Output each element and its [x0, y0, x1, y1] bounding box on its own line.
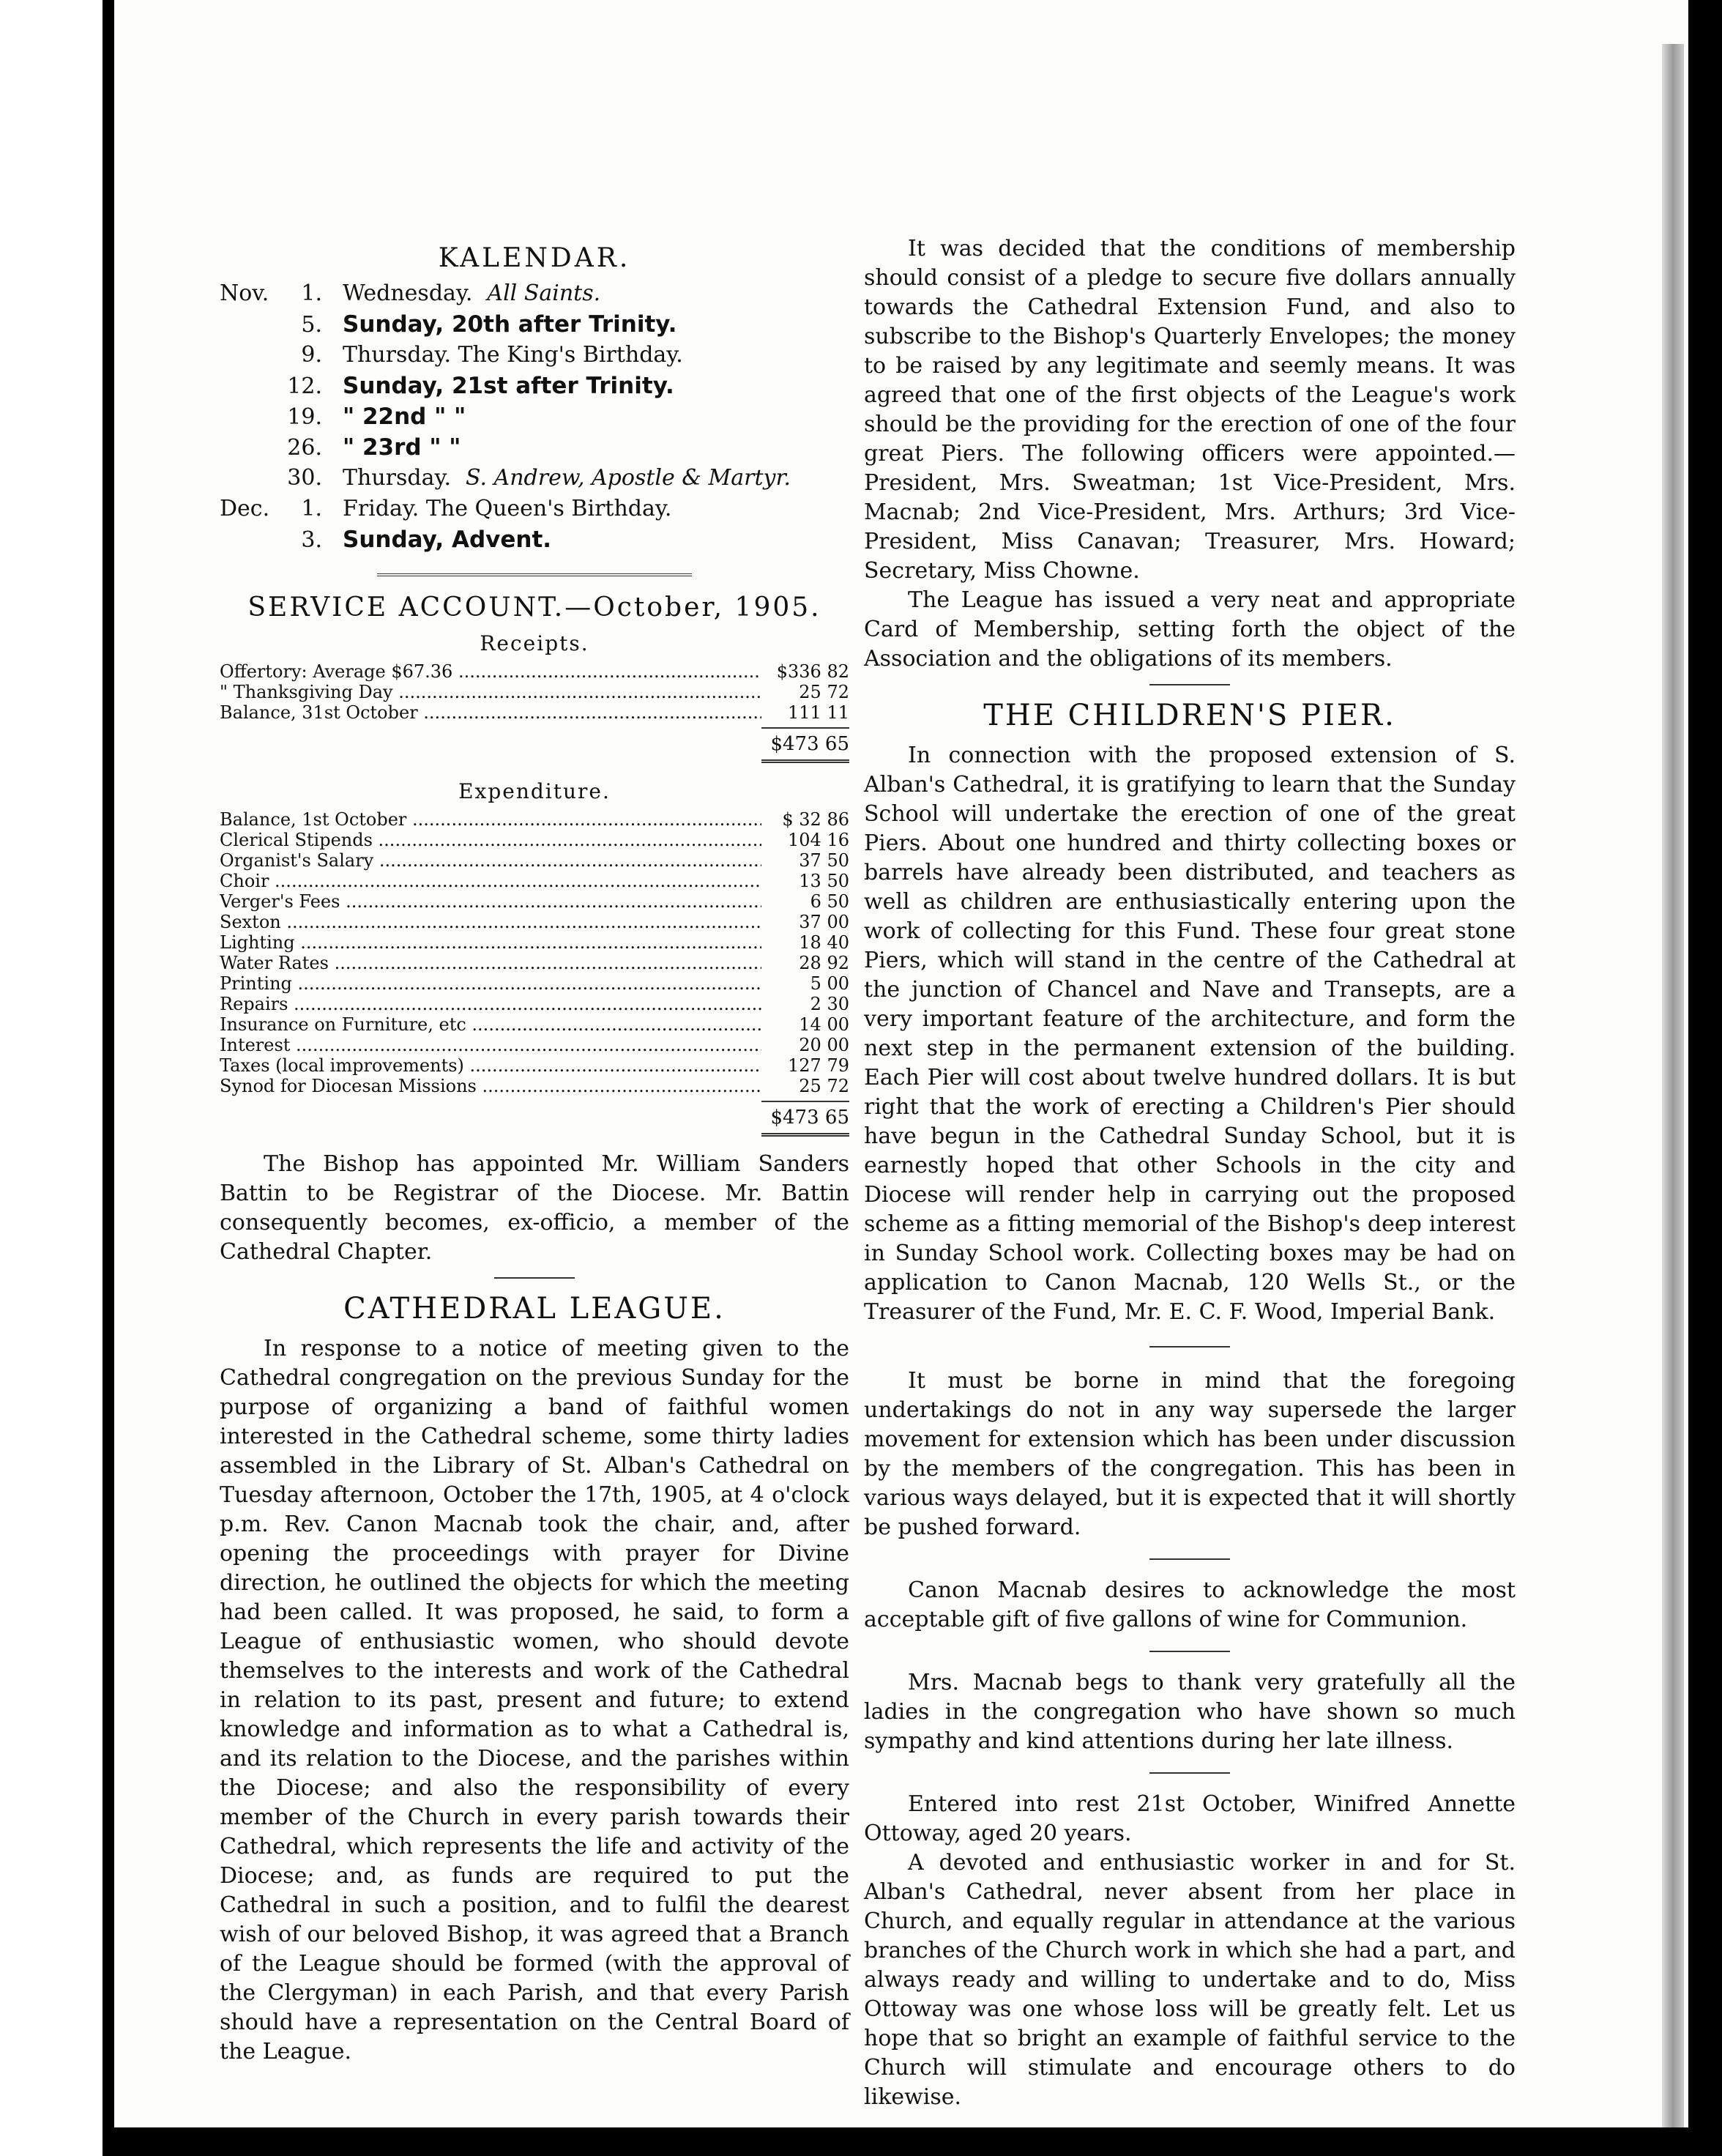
- kalendar-title: KALENDAR.: [438, 243, 631, 273]
- kalendar-entry: [343, 373, 689, 399]
- expenditure-total-row: [220, 1101, 849, 1129]
- kalendar-text: Sunday, Advent.: [343, 527, 552, 553]
- left-column: [220, 234, 849, 2067]
- membership-paragraph: It was decided that the conditions of membership should consist of a pledge to secure five dollars annually towards the Cathedral Extension Fund, and also to subscribe to the Bishop's Quarterly Envelopes; the money to be raised by any legitimate and seemly means. It was agreed that one of the first objects of the League's work should be the providing for the erection of one of the four great Piers. The following officers were appointed.—President, Mrs. Sweatman; 1st Vice-President, Mrs. Macnab; 2nd Vice-President, Mrs. Arthurs; 3rd Vice-President, Miss Canavan; Treasurer, Mrs. Howard; Secretary, Miss Chowne.: [864, 236, 1516, 584]
- kalendar-month: Nov.: [220, 280, 269, 306]
- kalendar-day: 1.: [301, 280, 322, 306]
- divider: [1149, 1772, 1230, 1774]
- receipts-total-row: [220, 727, 849, 755]
- account-amount: 14 00: [799, 1014, 849, 1035]
- expenditure-table: [220, 809, 849, 1096]
- account-label: Water Rates .....: [220, 953, 761, 973]
- account-label: " Thanksgiving Day .....: [220, 682, 761, 702]
- account-amount: $336 82: [776, 661, 849, 682]
- account-label: Insurance on Furniture, etc .....: [220, 1014, 761, 1035]
- account-row: [220, 682, 849, 702]
- thanks-paragraph: Mrs. Macnab begs to thank very gratefully all the ladies in the congregation who have shown so much sympathy and kind attentions during her late illness.: [864, 1670, 1516, 1754]
- kalendar-text: Thursday.: [343, 465, 451, 491]
- account-row: [220, 912, 849, 932]
- pier-paragraph: In connection with the proposed extension of S. Alban's Cathedral, it is gratifying to learn that the Sunday School will undertake the erection of one of the great Piers. About one hundred and thirty collecting boxes or barrels have already been distributed, and teachers as well as children are enthusiastically entering upon the work of collecting for this Fund. These four great stone Piers, which will stand in the centre of the Cathedral at the junction of Chancel and Nave and Transepts, are a very important feature of the architecture, and form the next step in the permanent extension of the building. Each Pier will cost about twelve hundred dollars. It is but right that the work of erecting a Children's Pier should have begun in the Cathedral Sunday School, but it is earnestly hoped that other Schools in the city and Diocese will render help in carrying out the proposed scheme as a fitting memorial of the Bishop's deep interest in Sunday School work. Collecting boxes may be had on application to Canon Macnab, 120 Wells St., or the Treasurer of the Fund, Mr. E. C. F. Wood, Imperial Bank.: [864, 743, 1516, 1325]
- kalendar-row: [220, 434, 849, 465]
- adjacent-page-strip: [0, 0, 102, 2156]
- kalendar-italic: S. Andrew, Apostle & Martyr.: [465, 465, 791, 491]
- account-label: Sexton .....: [220, 912, 761, 932]
- devoted-paragraph: A devoted and enthusiastic worker in and for St. Alban's Cathedral, never absent from her place in Church, and equally regular in attendance at the various branches of the Church work in which she had a part, and always ready and willing to undertake and to do, Miss Ottoway was one whose loss will be greatly felt. Let us hope that so bright an example of faithful service to the Church will stimulate and encourage others to do likewise.: [864, 1850, 1516, 2110]
- account-row: [220, 809, 849, 830]
- kalendar-day: 1.: [301, 496, 322, 521]
- account-row: [220, 1035, 849, 1055]
- account-label: Balance, 1st October .....: [220, 809, 761, 830]
- account-amount: 25 72: [799, 1076, 849, 1096]
- kalendar-entry: [343, 434, 475, 461]
- expenditure-total: $473 65: [761, 1101, 849, 1129]
- account-label: Interest .....: [220, 1035, 761, 1055]
- account-amount: 6 50: [810, 891, 849, 912]
- account-row: [220, 932, 849, 953]
- kalendar-day: 26.: [287, 435, 322, 461]
- kalendar-day: 3.: [301, 527, 322, 553]
- kalendar-day: 5.: [301, 312, 322, 338]
- account-amount: 25 72: [799, 682, 849, 702]
- rest-paragraph: Entered into rest 21st October, Winifred Annette Ottoway, aged 20 years.: [864, 1791, 1516, 1846]
- divider: [1149, 684, 1230, 685]
- total-underline: [761, 759, 849, 763]
- kalendar-entry: [343, 342, 698, 368]
- divider: [1149, 1651, 1230, 1652]
- account-amount: $ 32 86: [782, 809, 849, 830]
- kalendar-day: 9.: [301, 342, 322, 368]
- kalendar-text: Sunday, 20th after Trinity.: [343, 311, 677, 338]
- account-row: [220, 1014, 849, 1035]
- account-amount: 111 11: [788, 702, 849, 723]
- account-row: [220, 973, 849, 994]
- registrar-paragraph: The Bishop has appointed Mr. William Sanders Battin to be Registrar of the Diocese. Mr. Battin consequently becomes, ex-officio, a member of the Cathedral Chapter.: [220, 1151, 849, 1265]
- account-label: Balance, 31st October .....: [220, 702, 761, 723]
- kalendar-entry: [343, 280, 600, 306]
- divider: [1149, 1346, 1230, 1348]
- kalendar-row: [220, 496, 849, 527]
- kalendar-entry: [343, 404, 480, 430]
- kalendar-entry: [343, 496, 686, 521]
- account-row: [220, 1076, 849, 1096]
- kalendar-row: [220, 342, 849, 373]
- kalendar-list: [220, 280, 849, 557]
- account-label: Choir .....: [220, 871, 761, 891]
- page-edge: [1662, 44, 1684, 2127]
- account-row: [220, 871, 849, 891]
- account-amount: 2 30: [810, 994, 849, 1014]
- kalendar-text: Thursday. The King's Birthday.: [343, 342, 683, 368]
- account-label: Offertory: Average $67.36 .....: [220, 661, 761, 682]
- account-row: [220, 891, 849, 912]
- account-row: [220, 1055, 849, 1076]
- account-row: [220, 953, 849, 973]
- kalendar-month: Dec.: [220, 496, 270, 521]
- kalendar-entry: [343, 465, 791, 491]
- divider: [494, 1277, 575, 1279]
- account-label: Lighting .....: [220, 932, 761, 953]
- kalendar-day: 19.: [287, 404, 322, 430]
- expenditure-label: Expenditure.: [458, 779, 611, 803]
- kalendar-text: Friday. The Queen's Birthday.: [343, 496, 672, 521]
- account-amount: 104 16: [788, 830, 849, 850]
- kalendar-day: 30.: [287, 465, 322, 491]
- divider: [377, 573, 692, 576]
- kalendar-italic: All Saints.: [487, 280, 601, 306]
- receipts-table: [220, 661, 849, 723]
- kalendar-row: [220, 311, 849, 342]
- kalendar-entry: [343, 527, 566, 553]
- right-column: [864, 234, 1516, 2112]
- borne-paragraph: It must be borne in mind that the foregoing undertakings do not in any way supersede the larger movement for extension which has been under discussion by the members of the congregation. This has been in various ways delayed, but it is expected that it will shortly be pushed forward.: [864, 1368, 1516, 1540]
- kalendar-text: " 22nd " ": [343, 404, 466, 430]
- account-row: [220, 850, 849, 871]
- account-row: [220, 830, 849, 850]
- account-amount: 20 00: [799, 1035, 849, 1055]
- account-amount: 127 79: [788, 1055, 849, 1076]
- account-amount: 37 00: [799, 912, 849, 932]
- account-label: Synod for Diocesan Missions .....: [220, 1076, 761, 1096]
- account-label: Taxes (local improvements) .....: [220, 1055, 761, 1076]
- pier-title: THE CHILDREN'S PIER.: [983, 699, 1396, 732]
- account-amount: 37 50: [799, 850, 849, 871]
- receipts-label: Receipts.: [480, 631, 589, 655]
- league-paragraph: In response to a notice of meeting given to the Cathedral congregation on the previous Sunday for the purpose of organizing a band of faithful women interested in the Cathedral scheme, some thirty ladies assembled in the Library of St. Alban's Cathedral on Tuesday afternoon, October the 17th, 1905, at 4 o'clock p.m. Rev. Canon Macnab took the chair, and, after opening the proceedings with prayer for Divine direction, he outlined the objects for which the meeting had been called. It was proposed, he said, to form a League of enthusiastic women, who should devote themselves to the interests and work of the Cathedral in relation to its past, present and future; to extend knowledge and information as to what a Cathedral is, and its relation to the Diocese, and the parishes within the Diocese; and also the responsibility of every member of the Church in every parish towards their Cathedral, which represents the life and activity of the Diocese; and, as funds are required to put the Cathedral in such a position, and to fulfil the dearest wish of our beloved Bishop, it was agreed that a Branch of the League should be formed (with the approval of the Clergyman) in each Parish, and that every Parish should have a representation on the Central Board of the League.: [220, 1336, 849, 2064]
- wine-paragraph: Canon Macnab desires to acknowledge the most acceptable gift of five gallons of wine for Communion.: [864, 1577, 1516, 1632]
- account-amount: 18 40: [799, 932, 849, 953]
- kalendar-row: [220, 465, 849, 496]
- account-label: Printing .....: [220, 973, 761, 994]
- account-amount: 13 50: [799, 871, 849, 891]
- kalendar-entry: [343, 311, 691, 338]
- league-title: CATHEDRAL LEAGUE.: [343, 1292, 726, 1326]
- account-label: Repairs .....: [220, 994, 761, 1014]
- divider: [1149, 1558, 1230, 1560]
- account-label: Organist's Salary .....: [220, 850, 761, 871]
- account-label: Verger's Fees .....: [220, 891, 761, 912]
- kalendar-row: [220, 404, 849, 434]
- service-account-title: SERVICE ACCOUNT.—October, 1905.: [247, 592, 821, 622]
- account-amount: 5 00: [810, 973, 849, 994]
- kalendar-row: [220, 527, 849, 557]
- kalendar-row: [220, 280, 849, 311]
- kalendar-text: Wednesday.: [343, 280, 473, 306]
- kalendar-text: " 23rd " ": [343, 434, 461, 461]
- account-row: [220, 994, 849, 1014]
- kalendar-text: Sunday, 21st after Trinity.: [343, 373, 674, 399]
- account-label: Clerical Stipends .....: [220, 830, 761, 850]
- receipts-total: $473 65: [761, 727, 849, 755]
- account-amount: 28 92: [799, 953, 849, 973]
- kalendar-row: [220, 373, 849, 404]
- account-row: [220, 661, 849, 682]
- kalendar-day: 12.: [287, 373, 322, 399]
- card-paragraph: The League has issued a very neat and appropriate Card of Membership, setting forth the object of the Association and the obligations of its members.: [864, 587, 1516, 672]
- account-row: [220, 702, 849, 723]
- page-gutter: [102, 0, 114, 2156]
